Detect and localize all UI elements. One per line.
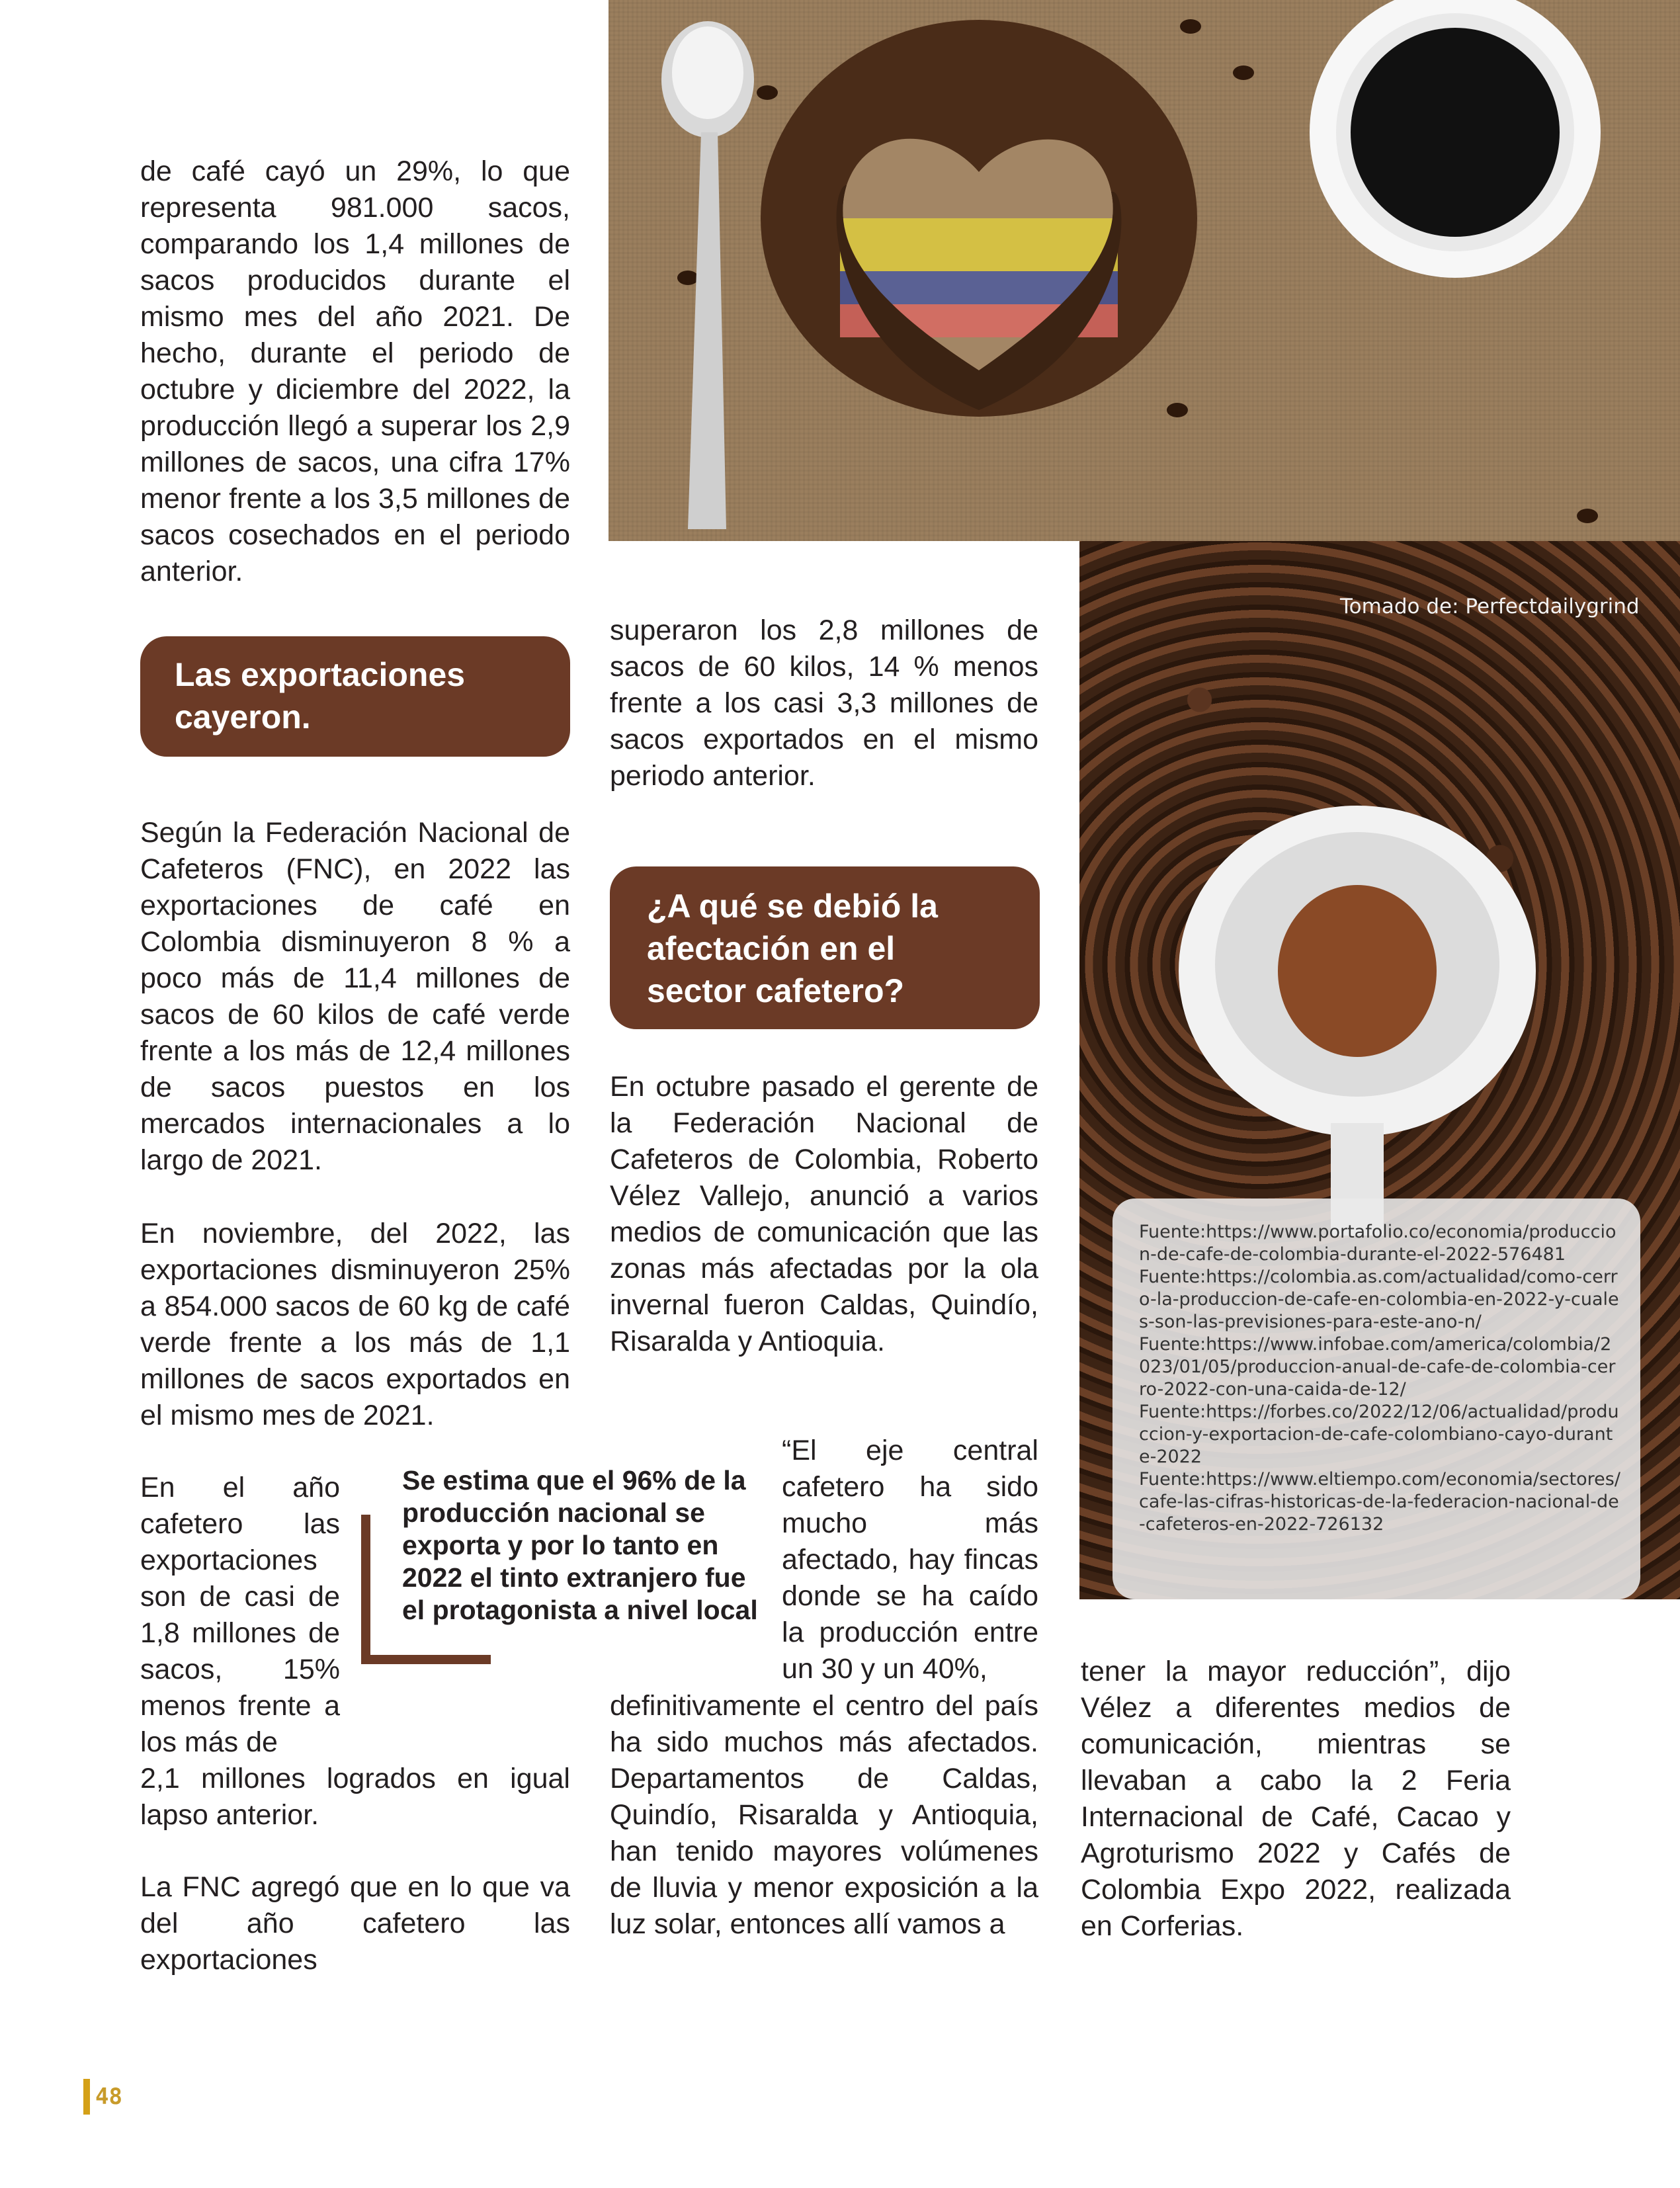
page-number-marker	[83, 2079, 90, 2115]
source-link[interactable]: Fuente:https://www.portafolio.co/economia/produccion-de-cafe-de-colombia-durante-el-2022-576481	[1139, 1222, 1617, 1265]
col2-quote-continued: definitivamente el centro del país ha sido muchos más afectados. Departamentos de Caldas, Quindío, Risaralda y Antioquia, han tenido mayores volúmenes de lluvia y menor exposición a la luz solar, entonces allí vamos a	[610, 1690, 1038, 1940]
source-link[interactable]: Fuente:https://forbes.co/2022/12/06/actualidad/produccion-y-exportacion-de-cafe-colombiano-cayo-durante-2022	[1139, 1402, 1619, 1467]
photo-credit: Tomado de: Perfectdailygrind	[1340, 595, 1640, 618]
pull-quote: Se estima que el 96% de la producción nacional se exporta y por lo tanto en 2022 el tinto extranjero fue el protagonista a nivel local	[402, 1465, 758, 1625]
col2-quote-paragraph: “El eje central cafetero ha sido mucho más afectado, hay fincas donde se ha caído la producción entre un 30 y un 40%,	[782, 1435, 1038, 1685]
source-link[interactable]: Fuente:https://colombia.as.com/actualidad/como-cerro-la-produccion-de-cafe-en-colombia-en-2022-y-cuales-son-las-previsiones-para-este-ano-n/	[1139, 1267, 1619, 1332]
coffee-beans-heart-photo	[609, 0, 1680, 541]
sources-box	[1113, 1199, 1640, 1599]
col1-coffee-year-continued: 2,1 millones logrados en igual lapso anterior.	[140, 1763, 570, 1831]
col1-november-paragraph: En noviembre, del 2022, las exportaciones disminuyeron 25% a 854.000 sacos de 60 kg de café verde frente a los más de 1,1 millones de sacos exportados en el mismo mes de 2021.	[140, 1218, 570, 1431]
source-link[interactable]: Fuente:https://www.eltiempo.com/economia/sectores/cafe-las-cifras-historicas-de-la-federacion-nacional-de-cafeteros-en-2022-726132	[1139, 1469, 1620, 1535]
col1-fnc-paragraph: Según la Federación Nacional de Cafeteros (FNC), en 2022 las exportaciones de café en Colombia disminuyeron 8 % a poco más de 11,4 millones de sacos de 60 kilos de café verde frente a los más de 12,4 millones de sacos puestos en los mercados internacionales a lo largo de 2021.	[140, 817, 570, 1176]
source-link[interactable]: Fuente:https://www.infobae.com/america/colombia/2023/01/05/produccion-anual-de-cafe-de-colombia-cerro-2022-con-una-caida-de-12/	[1139, 1334, 1616, 1400]
cause-heading: ¿A qué se debió la afectación en el sector cafetero?	[610, 866, 1040, 1029]
col2-manager-paragraph: En octubre pasado el gerente de la Federación Nacional de Cafeteros de Colombia, Roberto Vélez Vallejo, anunció a varios medios de comunicación que las zonas más afectadas por la ola invernal fueron Caldas, Quindío, Risaralda y Antioquia.	[610, 1071, 1038, 1357]
col1-fnc-added-paragraph: La FNC agregó que en lo que va del año cafetero las exportaciones	[140, 1871, 570, 1976]
coffee-heart-illustration	[609, 0, 1680, 541]
col1-intro-paragraph: de café cayó un 29%, lo que representa 981.000 sacos, comparando los 1,4 millones de sacos producidos durante el mismo mes del año 2021. De hecho, durante el periodo de octubre y diciembre del 2022, la producción llegó a superar los 2,9 millones de sacos, una cifra 17% menor frente a los 3,5 millones de sacos cosechados en el periodo anterior.	[140, 155, 570, 587]
col2-exports-paragraph: superaron los 2,8 millones de sacos de 60 kilos, 14 % menos frente a los casi 3,3 millones de sacos exportados en el mismo periodo anterior.	[610, 614, 1038, 792]
col1-coffee-year-paragraph: En el año cafetero las exportaciones son de casi de 1,8 millones de sacos, 15% menos frente a los más de	[140, 1472, 340, 1758]
exports-heading: Las exportaciones cayeron.	[140, 636, 570, 757]
page-number: 48	[95, 2083, 122, 2110]
col3-quote-end-paragraph: tener la mayor reducción”, dijo Vélez a diferentes medios de comunicación, mientras se llevaban a cabo la 2 Feria Internacional de Café, Cacao y Agroturismo 2022 y Cafés de Colombia Expo 2022, realizada en Corferias.	[1081, 1656, 1511, 1942]
